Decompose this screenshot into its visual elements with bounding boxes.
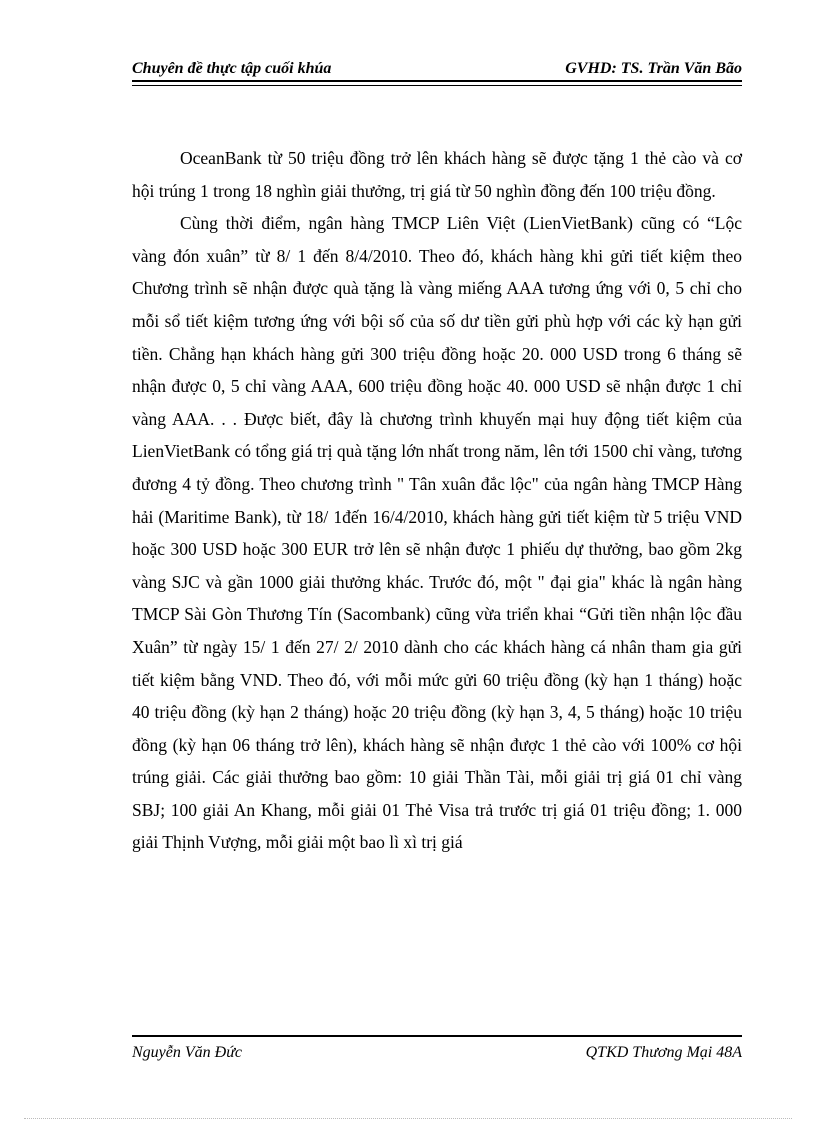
page-edge-divider [24,1118,792,1119]
page-header [132,52,742,78]
footer-class: QTKD Thương Mại 48A [585,1044,742,1061]
page-footer [132,1042,742,1064]
paragraph: Cùng thời điểm, ngân hàng TMCP Liên Việt (LienVietBank) cũng có “Lộc vàng đón xuân” từ 8/ 1 đến 8/4/2010. Theo đó, khách hàng khi gửi tiết kiệm theo Chương trình sẽ nhận được quà tặng là vàng miếng AAA tương ứng với 0, 5 chỉ cho mỗi sổ tiết kiệm tương ứng với bội số của số dư tiền gửi phù hợp với các kỳ hạn gửi tiền. Chẳng hạn khách hàng gửi 300 triệu đồng hoặc 20. 000 USD trong 6 tháng sẽ nhận được 0, 5 chỉ vàng AAA, 600 triệu đồng hoặc 40. 000 USD sẽ nhận được 1 chỉ vàng AAA. . . Được biết, đây là chương trình khuyến mại huy động tiết kiệm của LienVietBank có tổng giá trị quà tặng lớn nhất trong năm, lên tới 1500 chỉ vàng, tương đương 4 tỷ đồng. Theo chương trình " Tân xuân đắc lộc" của ngân hàng TMCP Hàng hải (Maritime Bank), từ 18/ 1đến 16/4/2010, khách hàng gửi tiết kiệm từ 5 triệu VND hoặc 300 USD hoặc 300 EUR trở lên sẽ nhận được 1 phiếu dự thưởng, bao gồm 2kg vàng SJC và gần 1000 giải thưởng khác. Trước đó, một " đại gia" khác là ngân hàng TMCP Sài Gòn Thương Tín (Sacombank) cũng vừa triển khai “Gửi tiền nhận lộc đầu Xuân” từ ngày 15/ 1 đến 27/ 2/ 2010 dành cho các khách hàng cá nhân tham gia gửi tiết kiệm bằng VND. Theo đó, với mỗi mức gửi 60 triệu đồng (kỳ hạn 1 tháng) hoặc 40 triệu đồng (kỳ hạn 2 tháng) hoặc 20 triệu đồng (kỳ hạn 3, 4, 5 tháng) hoặc 10 triệu đồng (kỳ hạn 06 tháng trở lên), khách hàng sẽ nhận được 1 thẻ cào với 100% cơ hội trúng giải. Các giải thưởng bao gồm: 10 giải Thần Tài, mỗi giải trị giá 01 chỉ vàng SBJ; 100 giải An Khang, mỗi giải 01 Thẻ Visa trả trước trị giá 01 triệu đồng; 1. 000 giải Thịnh Vượng, mỗi giải một bao lì xì trị giá [132,213,742,853]
footer-author: Nguyễn Văn Đức [132,1044,243,1061]
paragraph: OceanBank từ 50 triệu đồng trở lên khách hàng sẽ được tặng 1 thẻ cào và cơ hội trúng 1 trong 18 nghìn giải thưởng, trị giá từ 50 nghìn đồng đến 100 triệu đồng. [132,148,742,201]
header-supervisor: GVHD: TS. Trần Văn Bão [565,60,742,77]
header-rule [132,80,742,86]
header-document-title: Chuyên đề thực tập cuối khúa [132,60,332,77]
footer-rule [132,1035,742,1037]
document-body [132,142,742,859]
